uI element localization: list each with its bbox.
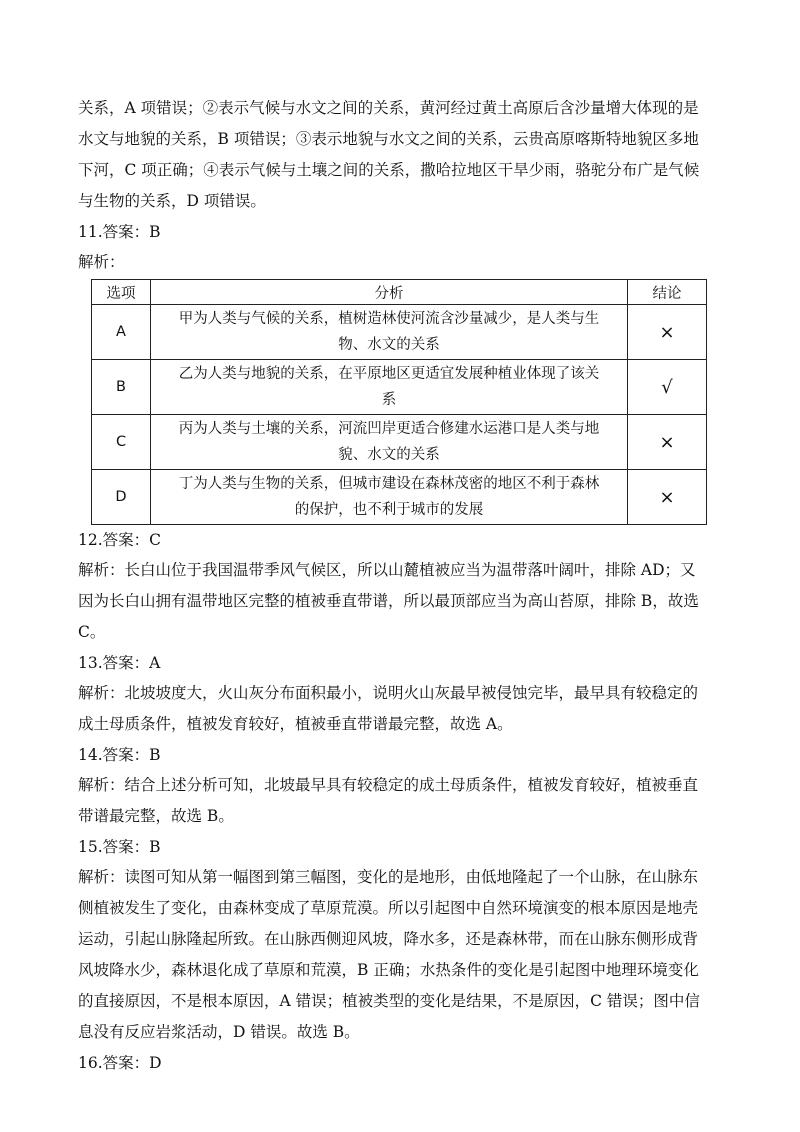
q14-answer: 14.答案：B [78, 746, 161, 764]
cell-analysis-line: 丙为人类与土壤的关系，河流凹岸更适合修建水运港口是人类与地 [178, 421, 600, 437]
cell-result: × [628, 415, 707, 470]
q13-answer: 13.答案：A [78, 654, 161, 672]
cell-analysis [151, 305, 628, 360]
q14-analysis [78, 770, 726, 832]
q11-answer: 11.答案：B [78, 223, 161, 241]
text-line: 风坡降水少，森林退化成了草原和荒漠，B 正确；水热条件的变化是引起图中地理环境变化 [78, 961, 699, 979]
q15-answer: 15.答案：B [78, 838, 161, 856]
text-line: 侧植被发生了变化，由森林变成了草原荒漠。所以引起图中自然环境演变的根本原因是地壳 [78, 899, 699, 917]
table-row [92, 305, 707, 360]
text-line: 的直接原因，不是根本原因，A 错误；植被类型的变化是结果，不是原因，C 错误；图中信 [78, 992, 700, 1010]
text-line: 解析：长白山位于我国温带季风气候区，所以山麓植被应当为温带落叶阔叶，排除 AD；又 [78, 561, 696, 579]
text-line: 关系，A 项错误；②表示气候与水文之间的关系，黄河经过黄土高原后含沙量增大体现的是 [78, 99, 699, 117]
text-line: 解析：读图可知从第一幅图到第三幅图，变化的是地形，由低地隆起了一个山脉，在山脉东 [78, 868, 699, 886]
q16-answer: 16.答案：D [78, 1054, 162, 1072]
q11-analysis-label: 解析： [78, 253, 125, 271]
text-line: 解析：北坡坡度大，火山灰分布面积最小，说明火山灰最早被侵蚀完毕，最早具有较稳定的 [78, 684, 699, 702]
table-row [92, 360, 707, 415]
cell-analysis [151, 415, 628, 470]
q15-analysis [78, 862, 726, 1048]
q12-answer: 12.答案：C [78, 531, 162, 549]
table-header-row [92, 280, 707, 305]
text-line: 息没有反应岩浆活动，D 错误。故选 B。 [78, 1023, 360, 1041]
cell-analysis-line: 物、水文的关系 [338, 337, 440, 353]
cell-analysis-line: 乙为人类与地貌的关系，在平原地区更适宜发展种植业体现了该关 [178, 366, 600, 382]
header-result: 结论 [628, 280, 707, 305]
cell-option: D [92, 470, 151, 525]
text-line: 与生物的关系，D 项错误。 [78, 192, 266, 210]
cell-analysis-line: 貌、水文的关系 [338, 447, 440, 463]
text-line: 带谱最完整，故选 B。 [78, 807, 234, 825]
table-row [92, 470, 707, 525]
cell-option: B [92, 360, 151, 415]
cell-analysis-line: 甲为人类与气候的关系，植树造林使河流含沙量减少，是人类与生 [178, 311, 600, 327]
cell-analysis-line: 丁为人类与生物的关系，但城市建设在森林茂密的地区不利于森林 [178, 476, 600, 492]
cell-analysis-line: 系 [381, 392, 397, 408]
cell-analysis [151, 470, 628, 525]
table-row [92, 415, 707, 470]
text-line: 因为长白山拥有温带地区完整的植被垂直带谱，所以最顶部应当为高山苔原，排除 B，故选 [78, 592, 699, 610]
cell-result: × [628, 305, 707, 360]
cell-option: A [92, 305, 151, 360]
text-line: 成土母质条件，植被发育较好，植被垂直带谱最完整，故选 A。 [78, 715, 513, 733]
text-line: 水文与地貌的关系，B 项错误；③表示地貌与水文之间的关系，云贵高原喀斯特地貌区多地 [78, 130, 699, 148]
header-option: 选项 [92, 280, 151, 305]
cell-analysis [151, 360, 628, 415]
q11-analysis-table [91, 279, 707, 525]
cell-analysis-line: 的保护，也不利于城市的发展 [294, 502, 484, 518]
text-line: 运动，引起山脉隆起所致。在山脉西侧迎风坡，降水多，还是森林带，而在山脉东侧形成背 [78, 930, 699, 948]
header-analysis: 分析 [151, 280, 628, 305]
text-line: C。 [78, 623, 106, 641]
cell-option: C [92, 415, 151, 470]
cell-result: √ [628, 360, 707, 415]
intro-paragraph [78, 93, 726, 217]
text-line: 解析：结合上述分析可知，北坡最早具有较稳定的成土母质条件，植被发育较好，植被垂直 [78, 776, 699, 794]
q13-analysis [78, 678, 726, 740]
text-line: 下河，C 项正确；④表示气候与土壤之间的关系，撒哈拉地区干旱少雨，骆驼分布广是气候 [78, 161, 700, 179]
document-page [78, 93, 726, 1078]
q12-analysis [78, 555, 726, 648]
cell-result: × [628, 470, 707, 525]
